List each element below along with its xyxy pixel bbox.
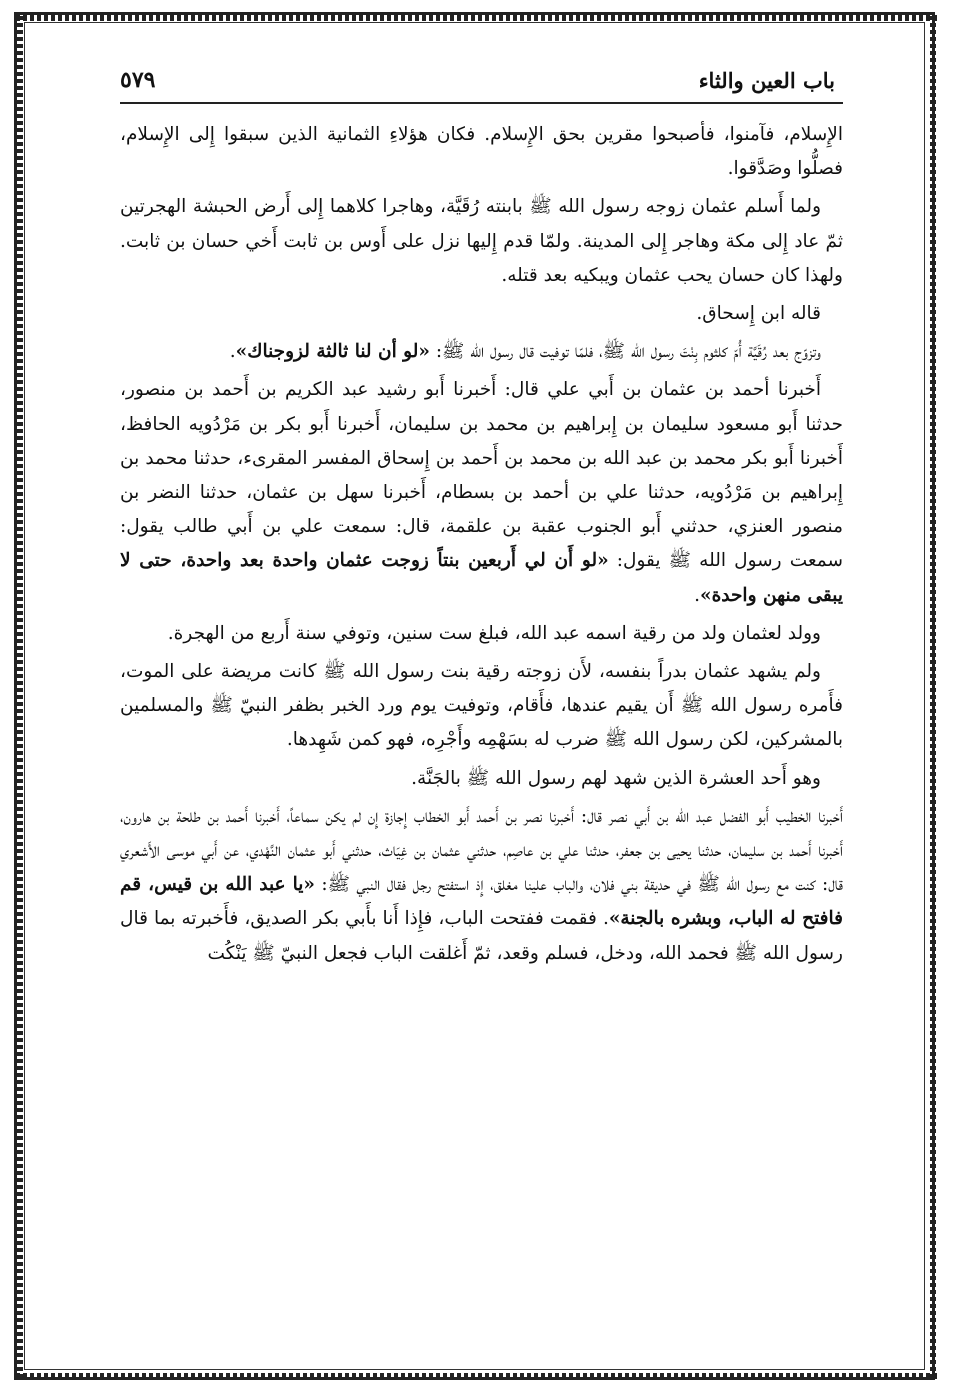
paragraph-text: وولد لعثمان ولد من رقية اسمه عبد الله، فبلغ ست سنين، وتوفي سنة أَربع من الهجرة. <box>167 622 821 644</box>
hadith-quote: «لو أَن لي أَربعين بنتاً زوجت عثمان واحدة بعد واحدة، حتى لا يبقى منهن واحدة» <box>120 550 843 606</box>
header-rule <box>120 102 843 104</box>
border-chain-left <box>17 16 23 1378</box>
paragraph <box>120 118 843 186</box>
paragraph <box>120 762 843 796</box>
paragraph-text: ولم يشهد عثمان بدراً بنفسه، لأَن زوجته رقية بنت رسول الله ﷺ كانت مريضة على الموت، فأَمره رسول الله ﷺ أَن يقيم عندها، فأَقام، وتوفيت يوم ورد الخبر بظفر النبيّ ﷺ والمسلمين بالمشركين، لكن رسول الله ﷺ ضرب له بسَهْمِه وأَجْرِه، فهو كمن شَهِدها. <box>120 661 843 751</box>
running-header <box>120 60 835 100</box>
paragraph-text: ولما أَسلم عثمان زوجه رسول الله ﷺ بابنته رُقَيَّة، وهاجرا كلاهما إِلى أَرض الحبشة الهجرتين ثمّ عاد إِلى مكة وهاجر إِلى المدينة. ولمّا قدم إِليها نزل على أَوس بن ثابت أَخي حسان بن ثابت. ولهذا كان حسان يحب عثمان ويبكيه بعد قتله. <box>120 196 843 286</box>
paragraph <box>120 655 843 758</box>
hadith-quote: «يا عبد الله بن قيس، قم فافتح له الباب، وبشره بالجنة» <box>120 874 843 930</box>
paragraph <box>120 617 843 651</box>
paragraph-text: . فقمت ففتحت الباب، فإِذا أَنا بأَبي بكر الصديق، فأَخبرته بما قال رسول الله ﷺ فحمد الله، ودخل، فسلم وقعد، ثمّ أَغلقت الباب فجعل النبيّ ﷺ يَنْكُت <box>120 908 843 964</box>
running-title: باب العين والثاء <box>698 67 835 93</box>
paragraph-text: . <box>229 341 236 363</box>
page-number: ٥٧٩ <box>120 67 156 93</box>
body-text <box>120 118 843 1342</box>
paragraph-text: قاله ابن إِسحاق. <box>696 303 821 325</box>
paragraph-text: الإِسلام، فآمنوا، فأصبحوا مقرين بحق الإِسلام. فكان هؤلاءِ الثمانية الذين سبقوا إِلى الإِسلام، فصلُّوا وصَدَّقوا. <box>120 124 843 180</box>
border-chain-bottom <box>16 1373 937 1379</box>
border-chain-right <box>930 16 936 1378</box>
paragraph-text: أَخبرنا أحمد بن عثمان بن أَبي علي قال: أَخبرنا أَبو رشيد عبد الكريم بن أَحمد بن منصور، حدثنا أَبو مسعود سليمان بن إِبراهيم بن محمد بن سليمان، أَخبرنا أَبو بكر بن مَرْدُويه الحافظ، أَخبرنا أَبو بكر محمد بن عبد الله بن محمد بن أَحمد بن إِسحاق المفسر المقرىء، حدثنا محمد بن إِبراهيم بن مَرْدُويه، حدثنا علي بن أحمد بن بسطام، أَخبرنا سهل بن عثمان، حدثنا النضر بن منصور العنزي، حدثني أَبو الجنوب عقبة بن علقمة، قال: سمعت علي بن أَبي طالب يقول: سمعت رسول الله ﷺ يقول: <box>120 379 843 572</box>
paragraph-text: وهو أَحد العشرة الذين شهد لهم رسول الله ﷺ بالجَنَّة. <box>411 767 821 789</box>
hadith-quote: «لو أن لنا ثالثة لزوجناك» <box>235 341 430 363</box>
border-chain-top <box>16 15 937 21</box>
paragraph-text: . <box>694 584 701 606</box>
paragraph <box>120 297 843 331</box>
paragraph <box>120 335 843 369</box>
paragraph <box>120 373 843 612</box>
paragraph <box>120 800 843 971</box>
paragraph-text: أَخبرنا الخطيب أَبو الفضل عبد الله بن أَبي نصر قال: أَخبرنا نصر بن أَحمد أَبو الخطاب إِجازة إِن لم يكن سماعاً، أَخبرنا أَحمد بن طلحة بن هارون، أَخبرنا أَحمد بن سليمان، حدثنا يحيى بن جعفر، حدثنا علي بن عاصِم، حدثني عثمان بن غِيَاث، حدثني أَبو عثمان النَّهْدي، عن أَبي موسى الأَشعري قال: كنت مع رسول الله ﷺ في حديقة بني فلان، والباب علينا مغلق، إِذ استفتح رجل فقال النبي ﷺ: <box>120 805 843 896</box>
paragraph <box>120 190 843 293</box>
paragraph-text: وتزوّج بعد رُقَيَّة أُمّ كلثوم بِنْتَ رسول الله ﷺ، فلمّا توفيت قال رسول الله ﷺ: <box>429 341 821 363</box>
